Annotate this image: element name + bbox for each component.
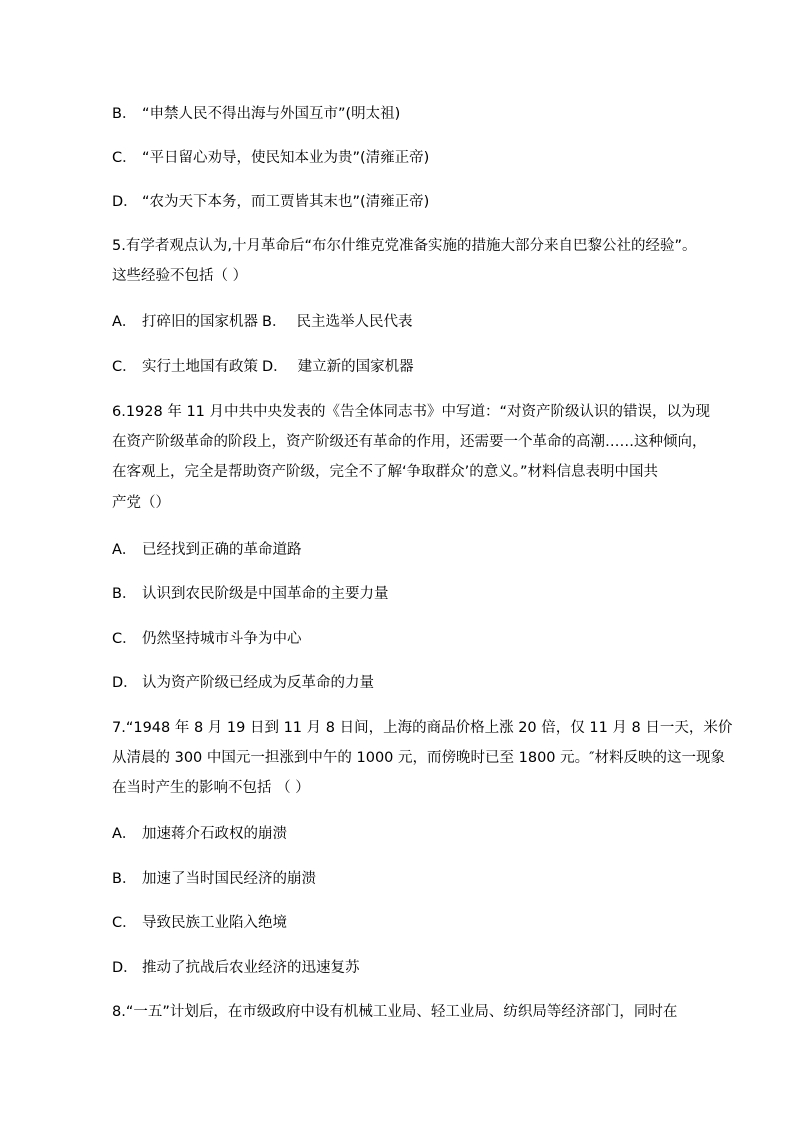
q5-stem-line-2: 这些经验不包括（ ） <box>112 268 248 284</box>
q4-option-b <box>112 104 400 124</box>
q6-option-d <box>112 673 374 693</box>
option-text: 打碎旧的国家机器 <box>142 314 258 330</box>
option-text: 认为资产阶级已经成为反革命的力量 <box>142 675 374 691</box>
option-text: 实行土地国有政策 <box>142 359 258 375</box>
option-letter: C． <box>112 631 137 647</box>
q7-option-a <box>112 824 287 844</box>
q4-option-d <box>112 192 429 212</box>
q7-option-d <box>112 958 360 978</box>
option-letter: B． <box>112 106 137 122</box>
q7-option-b <box>112 869 316 889</box>
option-text: 加速了当时国民经济的崩溃 <box>142 871 316 887</box>
option-letter: D． <box>112 675 138 691</box>
q6-option-a <box>112 540 302 560</box>
option-letter: D． <box>262 359 288 375</box>
option-letter: C． <box>112 359 137 375</box>
option-text: 加速蒋介石政权的崩溃 <box>142 826 287 842</box>
q6-option-b <box>112 584 389 604</box>
option-letter: A． <box>112 314 137 330</box>
option-text: 建立新的国家机器 <box>297 359 414 375</box>
q5-options-line-2 <box>112 357 414 377</box>
q6-stem-line-2: 在资产阶级革命的阶段上，资产阶级还有革命的作用，还需要一个革命的高潮……这种倾向， <box>112 434 707 450</box>
q7-stem-line-3: 在当时产生的影响不包括 （ ） <box>112 780 310 796</box>
option-letter: C． <box>112 915 137 931</box>
option-text: 仍然坚持城市斗争为中心 <box>142 631 302 647</box>
option-text: “农为天下本务，而工贾皆其末也”(清雍正帝) <box>142 194 430 210</box>
q7-option-c <box>112 913 287 933</box>
option-text: 已经找到正确的革命道路 <box>142 542 302 558</box>
q7-stem-line-2: 从清晨的 300 中国元一担涨到中午的 1000 元，而傍晚时已至 1800 元。″材料反映的这一现象 <box>112 750 726 766</box>
option-letter: C． <box>112 150 137 166</box>
q8-stem-line-1: 8.“一五”计划后，在市级政府中设有机械工业局、轻工业局、纺织局等经济部门，同时在 <box>112 1004 678 1020</box>
option-letter: A． <box>112 542 137 558</box>
option-text: 认识到农民阶级是中国革命的主要力量 <box>142 586 389 602</box>
q6-stem-line-1: 6.1928 年 11 月中共中央发表的《告全体同志书》中写道：“对资产阶级认识的错误，以为现 <box>112 404 711 420</box>
option-letter: D． <box>112 960 138 976</box>
option-letter: B． <box>262 314 287 330</box>
q5-stem-line-1: 5.有学者观点认为,十月革命后“布尔什维克党准备实施的措施大部分来自巴黎公社的经验”。 <box>112 238 697 254</box>
option-text: “申禁人民不得出海与外国互市”(明太祖) <box>142 106 401 122</box>
option-letter: B． <box>112 586 137 602</box>
q4-option-c <box>112 148 429 168</box>
option-letter: A． <box>112 826 137 842</box>
option-text: “平日留心劝导，使民知本业为贵”(清雍正帝) <box>142 150 430 166</box>
q6-stem-line-4: 产党（） <box>112 495 170 511</box>
option-text: 民主选举人民代表 <box>296 314 413 330</box>
option-text: 推动了抗战后农业经济的迅速复苏 <box>142 960 360 976</box>
q5-options-line-1 <box>112 312 412 332</box>
option-text: 导致民族工业陷入绝境 <box>142 915 287 931</box>
option-letter: D． <box>112 194 138 210</box>
q6-option-c <box>112 629 302 649</box>
q6-stem-line-3: 在客观上，完全是帮助资产阶级，完全不了解‘争取群众’的意义。”材料信息表明中国共 <box>112 464 658 480</box>
option-letter: B． <box>112 871 137 887</box>
q7-stem-line-1: 7.“1948 年 8 月 19 日到 11 月 8 日间，上海的商品价格上涨 20 倍，仅 11 月 8 日一天，米价 <box>112 720 733 736</box>
